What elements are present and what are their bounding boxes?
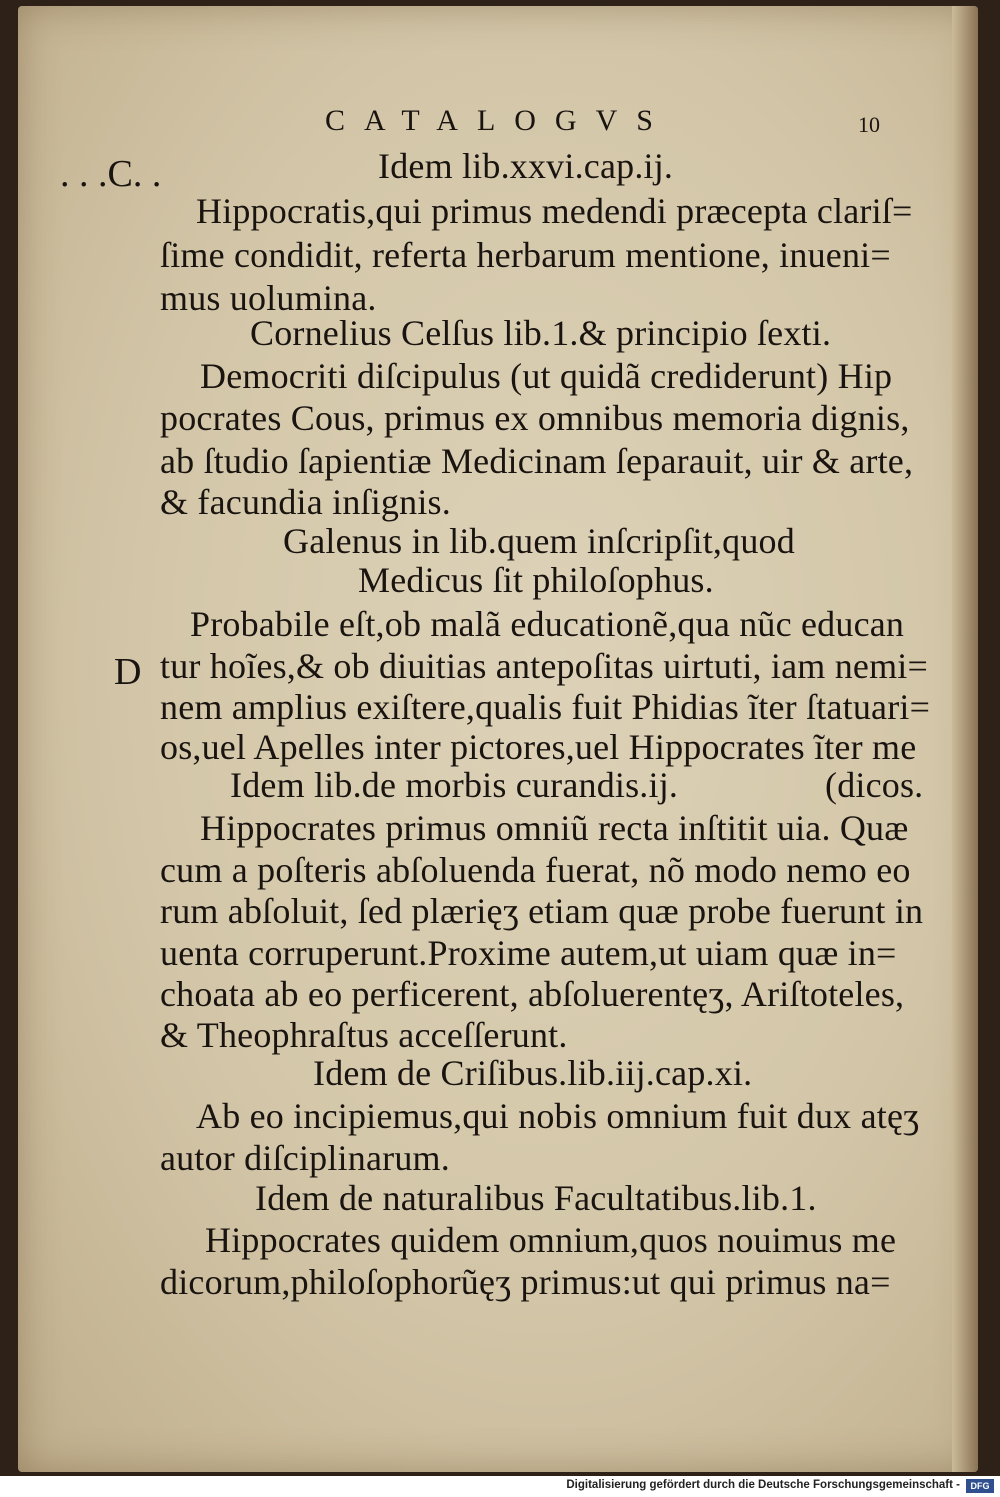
text-line: ſime condidit, referta herbarum mentione, inueni= — [160, 235, 891, 275]
text-line: tur hoĩes,& ob diuitias antepoſitas uirtuti, iam nemi= — [160, 646, 928, 686]
text-line: cum a poſteris abſoluenda fuerat, nõ modo nemo eo — [160, 850, 911, 890]
text-line: choata ab eo perficerent, abſoluerentęʒ, Ariſtoteles, — [160, 974, 905, 1014]
text-line: Hippocrates primus omniũ recta inſtitit uia. Quæ — [200, 808, 909, 848]
text-line: Cornelius Celſus lib.1.& principio ſexti. — [250, 313, 832, 353]
text-line: Idem de Criſibus.lib.iij.cap.xi. — [313, 1053, 753, 1093]
folio-number: 10 — [858, 112, 880, 137]
text-line: uenta corruperunt.Proxime autem,ut uiam quæ in= — [160, 933, 897, 973]
text-line: os,uel Apelles inter pictores,uel Hippocrates ĩter me — [160, 727, 917, 767]
digitization-credit: Digitalisierung gefördert durch die Deutsche Forschungsgemeinschaft - — [566, 1479, 960, 1491]
text-line: Hippocrates quidem omnium,quos nouimus me — [205, 1220, 897, 1260]
text-line: Idem lib.de morbis curandis.ij. — [230, 765, 679, 805]
text-line: dicorum,philoſophorũęʒ primus:ut qui primus na= — [160, 1262, 891, 1302]
footer-bar — [0, 1476, 1000, 1497]
text-line: Galenus in lib.quem inſcripſit,quod — [283, 521, 795, 561]
text-line: Medicus ſit philoſophus. — [358, 560, 714, 600]
text-line: Ab eo incipiemus,qui nobis omnium fuit dux atęʒ — [196, 1096, 920, 1136]
text-line: nem amplius exiſtere,qualis fuit Phidias ĩter ſtatuari= — [160, 687, 931, 727]
dfg-logo: DFG — [966, 1479, 994, 1493]
text-line: pocrates Cous, primus ex omnibus memoria dignis, — [160, 398, 910, 438]
margin-letter-c: . . .C. . — [60, 153, 162, 195]
running-title: CATALOGVS — [325, 104, 672, 137]
page-edge — [952, 6, 978, 1472]
text-line: ab ſtudio ſapientiæ Medicinam ſeparauit, uir & arte, — [160, 441, 914, 481]
text-line: autor diſciplinarum. — [160, 1138, 450, 1178]
margin-letter-d: D — [114, 651, 142, 693]
text-line: Idem de naturalibus Facultatibus.lib.1. — [255, 1178, 817, 1218]
text-line: & facundia inſignis. — [160, 482, 451, 522]
text-line: (dicos. — [825, 765, 924, 805]
text-line: & Theophraſtus acceſſerunt. — [160, 1015, 568, 1055]
text-line: Hippocratis,qui primus medendi præcepta clariſ= — [196, 191, 913, 231]
text-line: rum abſoluit, ſed plærięʒ etiam quæ probe fuerunt in — [160, 891, 924, 931]
text-line: Idem lib.xxvi.cap.ij. — [378, 146, 674, 186]
text-line: Democriti diſcipulus (ut quidã crediderunt) Hip — [200, 356, 893, 396]
text-line: mus uolumina. — [160, 278, 377, 318]
text-line: Probabile eſt,ob malã educationẽ,qua nũc educan — [190, 604, 905, 644]
